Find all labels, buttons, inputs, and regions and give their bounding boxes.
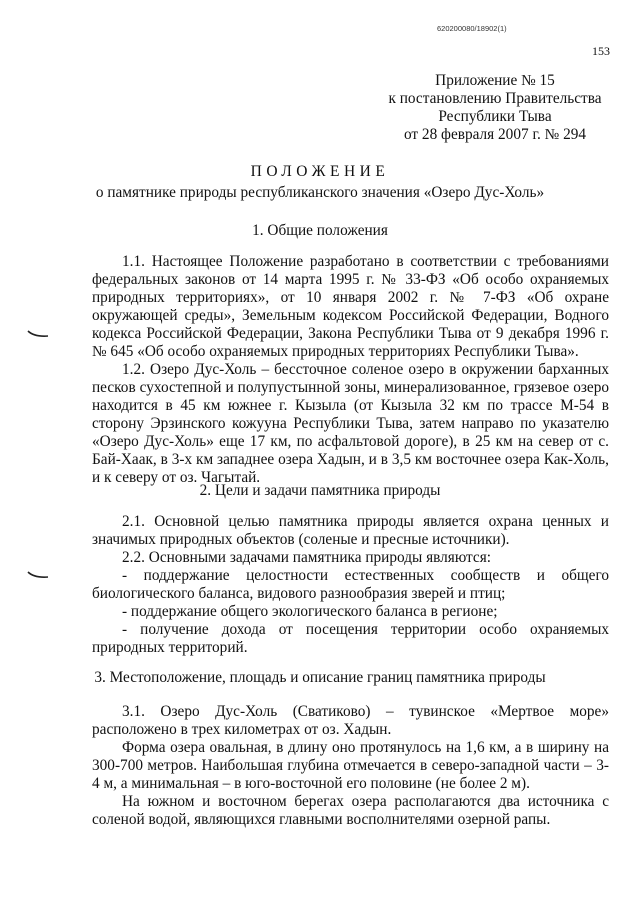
section-2-heading: 2. Цели и задачи памятника природы [199,482,441,499]
appendix-block [380,72,610,144]
paragraph-2-2: 2.2. Основными задачами памятника природы являются: [122,549,492,566]
section-2-body [92,513,609,657]
paragraph-3-2: Форма озера овальная, в длину оно протянулось на 1,6 км, а в ширину на 300-700 метров. Наибольшая глубина отмечается в северо-западной части – 3-4 м, а минимальная – в юго-восточной его половине (не более 2 м). [92,739,609,792]
paragraph-2-5: - получение дохода от посещения территории особо охраняемых природных территорий. [92,621,609,656]
section-1-body [92,253,609,487]
paragraph-2-4: - поддержание общего экологического баланса в регионе; [122,603,498,620]
section-3-heading: 3. Местоположение, площадь и описание границ памятника природы [94,669,546,686]
appendix-line-1: Приложение № 15 [435,72,555,89]
document-title: ПОЛОЖЕНИЕ [250,163,390,180]
paragraph-1-1: 1.1. Настоящее Положение разработано в соответствии с требованиями федеральных законов от 14 марта 1995 г. № 33-ФЗ «Об особо охраняемых природных территориях», от 10 января 2002 г. № 7-ФЗ «Об охране окружающей среды», Земельным кодексом Российской Федерации, Водного кодекса Российской Федерации, Закона Республики Тыва от 9 декабря 1996 г. № 645 «Об особо охраняемых природных территориях Республики Тыва». [92,253,609,360]
section-1-heading: 1. Общие положения [252,222,388,239]
page-number: 153 [592,44,610,58]
margin-pen-mark-1 [27,330,49,338]
appendix-line-4: от 28 февраля 2007 г. № 294 [403,126,587,143]
paragraph-3-1: 3.1. Озеро Дус-Холь (Сватиково) – тувинское «Мертвое море» расположено в трех километрах от оз. Хадын. [92,703,609,738]
section-3-body [92,703,609,829]
document-id: 620200080/18902(1) [437,24,507,33]
paragraph-1-2: 1.2. Озеро Дус-Холь – бессточное соленое озеро в окружении барханных песков сухостепной и полупустынной зоны, минерализованное, грязевое озеро находится в 45 км южнее г. Кызыла (от Кызыла 32 км по трассе М-54 в сторону Эрзинского кожууна Республики Тыва, затем направо по указателю «Озеро Дус-Холь» еще 17 км, по асфальтовой дороге), в 25 км на север от с. Бай-Хаак, в 3-х км западнее озера Хадын, и в 3,5 км восточнее озера Как-Холь, и к северу от оз. Чагытай. [92,361,609,486]
paragraph-3-3: На южном и восточном берегах озера располагаются два источника с соленой водой, являющихся главными восполнителями озерной рапы. [92,793,609,828]
appendix-line-2: к постановлению Правительства [388,90,602,107]
document-subtitle: о памятнике природы республиканского значения «Озеро Дус-Холь» [95,184,545,201]
margin-pen-mark-2 [27,571,49,579]
paragraph-2-3: - поддержание целостности естественных сообществ и общего биологического баланса, видового разнообразия зверей и птиц; [92,567,609,602]
appendix-line-3: Республики Тыва [438,108,552,125]
paragraph-2-1: 2.1. Основной целью памятника природы является охрана ценных и значимых природных объектов (соленые и пресные источники). [92,513,609,548]
